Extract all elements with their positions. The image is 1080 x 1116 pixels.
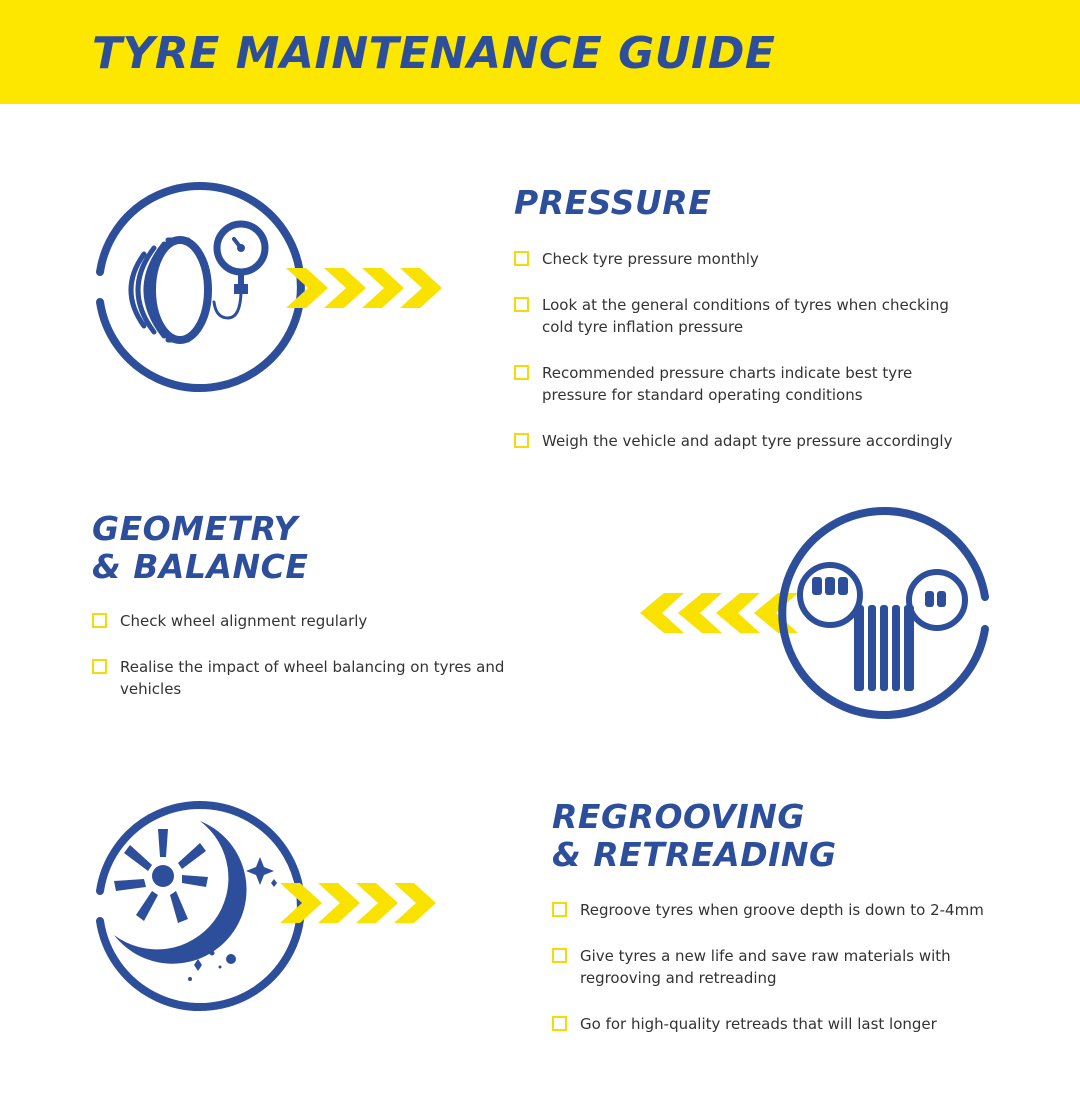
checkbox-icon <box>92 613 107 628</box>
wheel-retread-icon <box>88 795 458 1015</box>
list-item: Realise the impact of wheel balancing on tyres and vehicles <box>92 656 512 700</box>
section-title-pressure: PRESSURE <box>514 183 712 222</box>
checkbox-icon <box>514 365 529 380</box>
geometry-checklist <box>92 610 512 724</box>
pressure-checklist <box>514 248 964 476</box>
section-title-geometry: GEOMETRY & BALANCE <box>92 509 309 586</box>
page-title: TYRE MAINTENANCE GUIDE <box>92 28 776 79</box>
regrooving-checklist <box>552 899 992 1059</box>
list-item: Weigh the vehicle and adapt tyre pressure accordingly <box>514 430 964 452</box>
tyre-wear-alignment-icon <box>630 505 1000 725</box>
list-item: Go for high-quality retreads that will last longer <box>552 1013 992 1035</box>
checkbox-icon <box>514 251 529 266</box>
list-item: Check tyre pressure monthly <box>514 248 964 270</box>
checkbox-icon <box>514 433 529 448</box>
list-item: Recommended pressure charts indicate best tyre pressure for standard operating conditions <box>514 362 964 406</box>
checkbox-icon <box>552 1016 567 1031</box>
list-item: Check wheel alignment regularly <box>92 610 512 632</box>
header-banner <box>0 0 1080 104</box>
checkbox-icon <box>552 902 567 917</box>
list-item: Regroove tyres when groove depth is down to 2-4mm <box>552 899 992 921</box>
list-item: Look at the general conditions of tyres when checking cold tyre inflation pressure <box>514 294 964 338</box>
checkbox-icon <box>92 659 107 674</box>
checkbox-icon <box>552 948 567 963</box>
tyre-pressure-gauge-icon <box>88 178 458 398</box>
section-title-regrooving: REGROOVING & RETREADING <box>552 797 837 874</box>
checkbox-icon <box>514 297 529 312</box>
list-item: Give tyres a new life and save raw materials with regrooving and retreading <box>552 945 992 989</box>
